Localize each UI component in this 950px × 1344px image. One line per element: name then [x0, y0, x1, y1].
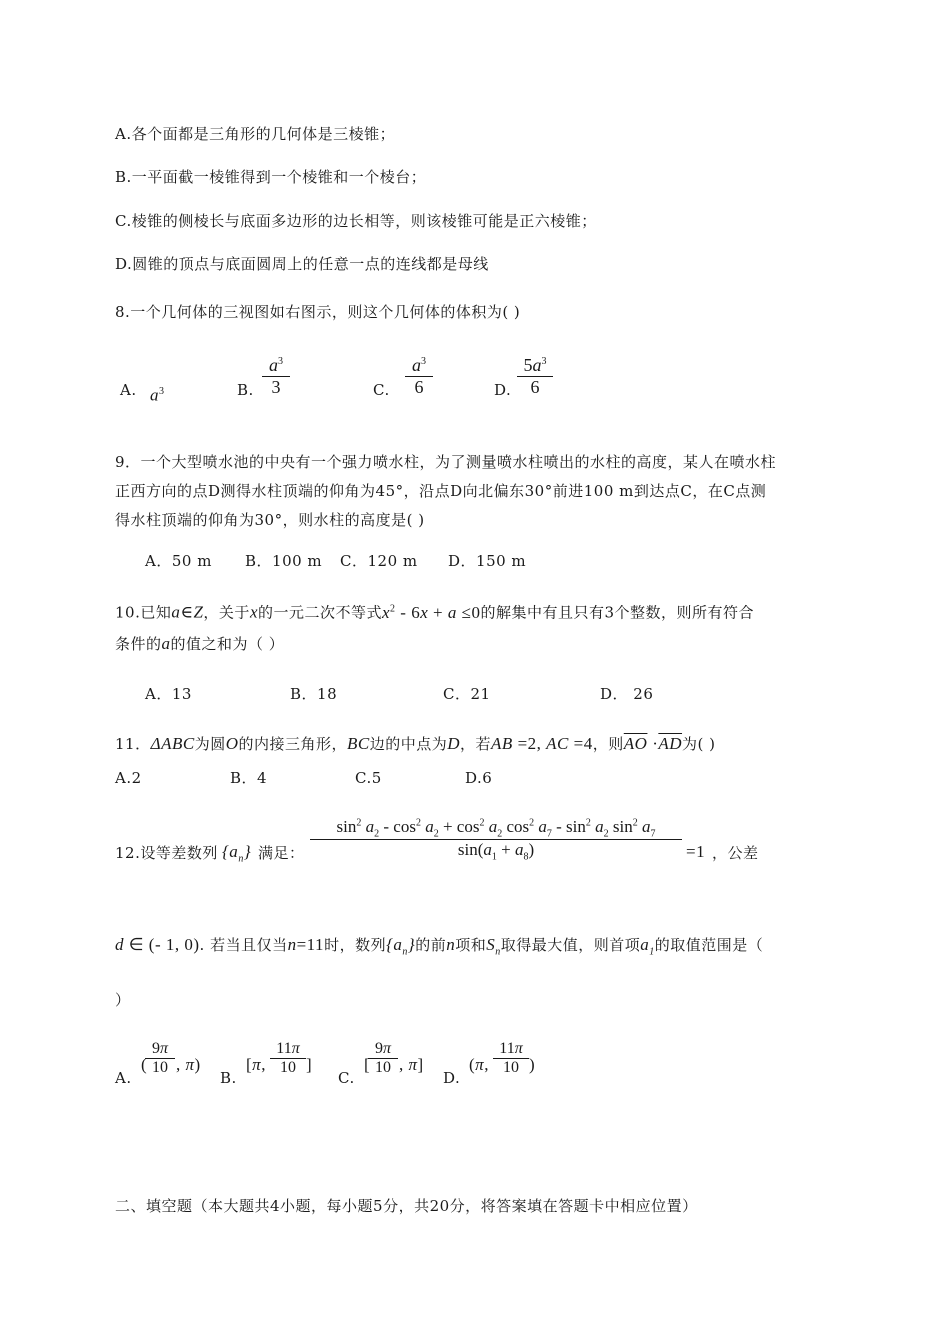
q12-label-b: B. — [220, 1069, 237, 1087]
q11-option-a: A.2 — [115, 769, 142, 787]
section-2-heading: 二、填空题（本大题共4小题，每小题5分，共20分，将答案填在答题卡中相应位置） — [115, 1197, 698, 1215]
q7-option-b: B.一平面截一棱锥得到一个棱锥和一个棱台； — [115, 168, 427, 186]
q12-l2f: 的取值范围是（ — [654, 936, 764, 954]
q9-line-3: 得水柱顶端的仰角为30°，则水柱的高度是( ) — [115, 511, 425, 529]
q9-option-c: C．120 m — [340, 552, 418, 570]
q12-l2d: 项和 — [455, 936, 487, 954]
q10-line2a: 条件的 — [115, 635, 162, 653]
q11-t5: ，则 — [592, 735, 624, 753]
q12-equals-one: =1 — [686, 842, 706, 861]
q12-option-b-open: [π, — [246, 1055, 266, 1074]
q10-option-a: A．13 — [145, 685, 192, 703]
q10-option-d: D． 26 — [600, 685, 654, 703]
q12-option-d-close: ) — [529, 1055, 536, 1074]
q12-sequence-an: $\{a_n\}$ — [222, 842, 252, 865]
q8-option-c-fraction: $a^3$ 6 — [405, 355, 433, 398]
q8-option-b-fraction: $a^3$ 3 — [262, 355, 290, 398]
q12-l2a: . 若当且仅当 — [199, 936, 288, 954]
q12-label-d: D. — [443, 1069, 461, 1087]
q11-option-d: D.6 — [465, 769, 493, 787]
q12-l2e: 取得最大值，则首项 — [500, 936, 641, 954]
q11-line-1: 11．ΔABC为圆O的内接三角形，BC边的中点为D，若AB =2, AC =4，则$\overline{AO} \cdot\overline{AD}$为( ) — [115, 734, 716, 753]
q10-suffix: 的解集中有且只有3个整数，则所有符合 — [480, 603, 754, 622]
q8-label-c: C. — [373, 381, 390, 399]
q10-mid2: 的一元二次不等式 — [257, 603, 382, 622]
q9-line-2: 正西方向的点D测得水柱顶端的仰角为45°，沿点D向北偏东30°前进100 m到达点C，在C点测 — [115, 482, 767, 500]
q12-label-a: A. — [115, 1069, 132, 1087]
q8-label-d: D. — [494, 381, 512, 399]
q9-option-d: D．150 m — [448, 552, 527, 570]
q10-inequality: $x^2 - 6x + a \le 0$ — [382, 602, 481, 622]
q9-line-1: 9．一个大型喷水池的中央有一个强力喷水柱，为了测量喷水柱喷出的水柱的高度，某人在喷水柱 — [115, 453, 777, 471]
q8-option-a-math: $a^3$ — [150, 385, 165, 405]
q12-option-a-fraction: 9π 10 — [145, 1040, 175, 1077]
q11-t6: 为( ) — [682, 735, 716, 753]
q12-label-c: C. — [338, 1069, 355, 1087]
q7-option-d: D.圆锥的顶点与底面圆周上的任意一点的连线都是母线 — [115, 255, 489, 273]
q10-prefix: 10.已知 — [115, 603, 172, 622]
q8-stem: 8.一个几何体的三视图如右图示，则这个几何体的体积为( ) — [115, 303, 521, 321]
q11-t1: 为圆 — [194, 735, 226, 753]
q11-t3: 边的中点为 — [369, 735, 448, 753]
q12-equation-fraction: $\sin^2 a_2 - \cos^2 a_2 + \cos^2 a_2$ $\cos^2 a_7 - \sin^2 a_2$ $\sin^2 a_7$ $\sin(a_1 + a_8)$ — [310, 817, 682, 863]
q12-option-a-open: ( — [141, 1055, 148, 1074]
q12-line-2: d ∈ (- 1, 0). 若当且仅当n=11时，数列$\{a_n\}$的前n项和$S_n$取得最大值，则首项$a_1$的取值范围是（ — [115, 935, 764, 958]
q10-mid1: ，关于 — [203, 603, 250, 622]
q11-prefix: 11． — [115, 735, 151, 753]
q12-option-b-fraction: 11π 10 — [270, 1040, 306, 1077]
q10-line-2: 条件的a的值之和为（ ） — [115, 634, 285, 653]
q12-option-c-fraction: 9π 10 — [368, 1040, 398, 1077]
q12-line-3: ） — [115, 991, 131, 1009]
q10-cond: a — [171, 602, 181, 622]
q11-option-b: B．4 — [230, 769, 268, 787]
q10-x: x — [249, 602, 258, 622]
q12-l2c: 的前 — [415, 936, 447, 954]
q10-line2b: 的值之和为（ ） — [170, 635, 285, 653]
q12-t2: ，公差 — [712, 844, 759, 862]
q12-t1: 满足： — [258, 844, 305, 862]
q12-option-c-close: , π] — [399, 1055, 424, 1074]
q11-t4: ，若 — [460, 735, 492, 753]
q8-option-d-fraction: $5a^3$ 6 — [517, 355, 553, 398]
q11-dot-product: $\overline{AO} \cdot\overline{AD}$ — [623, 734, 683, 753]
q12-option-b-close: ] — [306, 1055, 313, 1074]
q12-option-c-open: [ — [364, 1055, 371, 1074]
q9-option-b: B．100 m — [245, 552, 323, 570]
q7-option-a: A.各个面都是三角形的几何体是三棱锥； — [115, 125, 396, 143]
q12-option-d-fraction: 11π 10 — [493, 1040, 529, 1077]
q7-option-c: C.棱锥的侧棱长与底面多边形的边长相等，则该棱锥可能是正六棱锥； — [115, 212, 597, 230]
q8-label-a: A. — [120, 381, 137, 399]
q10-option-c: C．21 — [443, 685, 491, 703]
q12-prefix: 12.设等差数列 — [115, 844, 218, 862]
q11-t2: 的内接三角形， — [238, 735, 347, 753]
q11-option-c: C.5 — [355, 769, 382, 787]
q8-label-b: B. — [237, 381, 254, 399]
q9-option-a: A．50 m — [145, 552, 212, 570]
q12-option-d-open: (π, — [469, 1055, 489, 1074]
q12-l2b: 时，数列 — [324, 936, 387, 954]
q10-line-1: 10.已知a∈Z，关于x的一元二次不等式$x^2 - 6x + a \le 0$的解集中有且只有3个整数，则所有符合 — [115, 602, 754, 623]
q12-option-a-close: , π) — [176, 1055, 201, 1074]
q10-option-b: B．18 — [290, 685, 338, 703]
